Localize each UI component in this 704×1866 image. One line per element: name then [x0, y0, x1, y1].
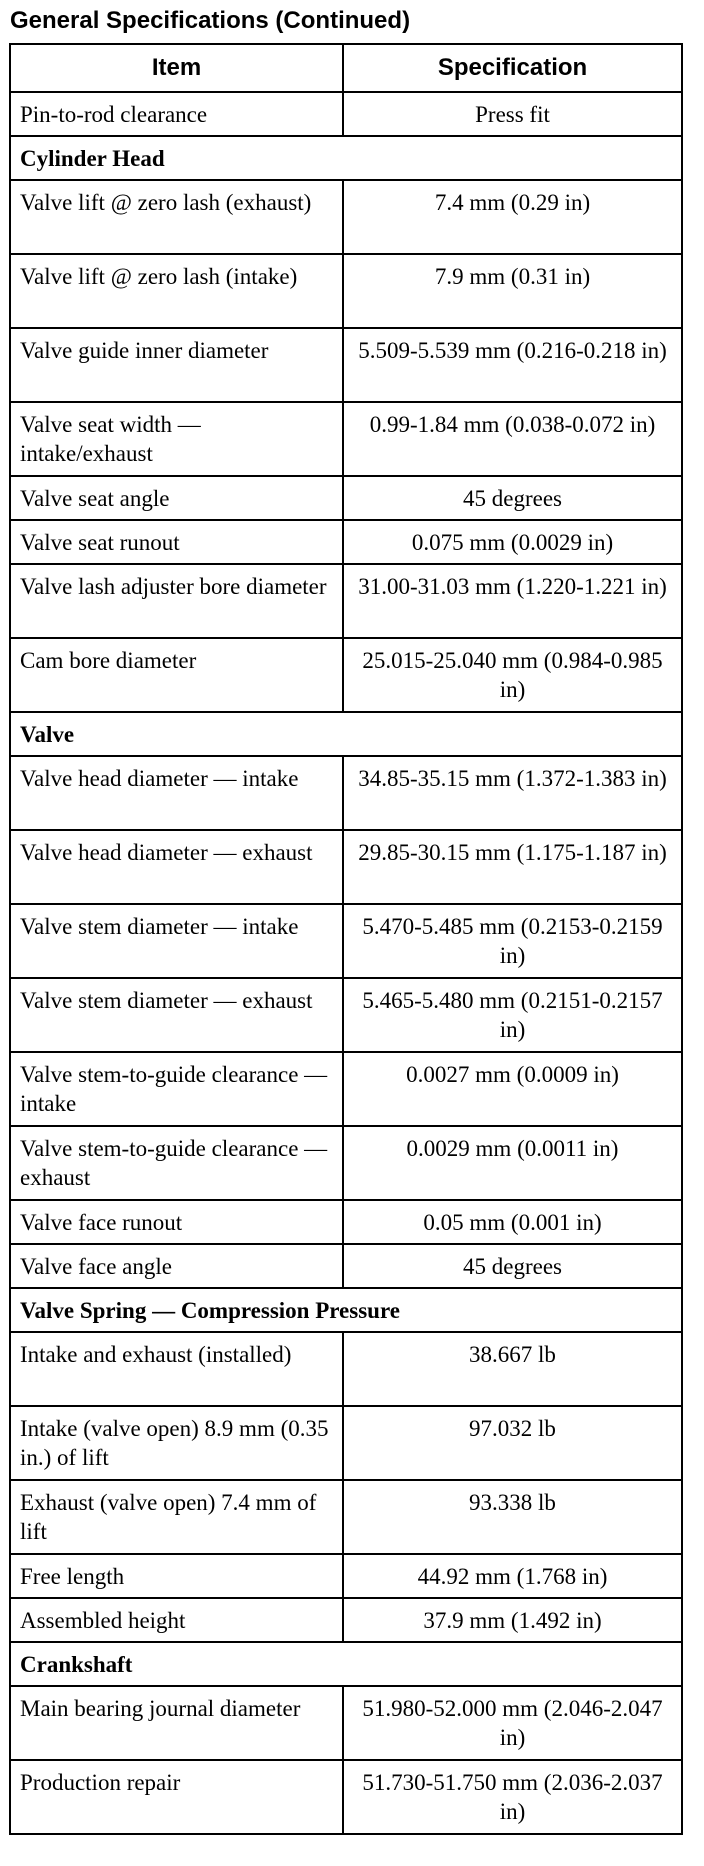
- item-cell: Valve stem-to-guide clearance — intake: [10, 1052, 343, 1126]
- specification-cell: 44.92 mm (1.768 in): [343, 1554, 682, 1598]
- table-row: [10, 1598, 682, 1642]
- section-header-row: [10, 1642, 682, 1686]
- table-row: [10, 564, 682, 638]
- table-row: [10, 1244, 682, 1288]
- table-body: [10, 92, 682, 1834]
- specification-cell: 0.99-1.84 mm (0.038-0.072 in): [343, 402, 682, 476]
- table-row: [10, 1126, 682, 1200]
- specification-cell: 7.4 mm (0.29 in): [343, 180, 682, 254]
- item-cell: Pin-to-rod clearance: [10, 92, 343, 136]
- table-row: [10, 1686, 682, 1760]
- specification-cell: 45 degrees: [343, 1244, 682, 1288]
- item-cell: Main bearing journal diameter: [10, 1686, 343, 1760]
- specification-cell: 5.509-5.539 mm (0.216-0.218 in): [343, 328, 682, 402]
- item-cell: Intake (valve open) 8.9 mm (0.35 in.) of lift: [10, 1406, 343, 1480]
- item-cell: Valve lift @ zero lash (exhaust): [10, 180, 343, 254]
- specification-cell: 38.667 lb: [343, 1332, 682, 1406]
- item-cell: Valve stem diameter — intake: [10, 904, 343, 978]
- section-header-row: [10, 136, 682, 180]
- specification-cell: 25.015-25.040 mm (0.984-0.985 in): [343, 638, 682, 712]
- specification-cell: 37.9 mm (1.492 in): [343, 1598, 682, 1642]
- specification-cell: 5.465-5.480 mm (0.2151-0.2157 in): [343, 978, 682, 1052]
- table-header-row: [10, 44, 682, 92]
- section-header: Cylinder Head: [10, 136, 682, 180]
- item-cell: Valve lash adjuster bore diameter: [10, 564, 343, 638]
- item-cell: Valve stem diameter — exhaust: [10, 978, 343, 1052]
- section-header-row: [10, 712, 682, 756]
- section-header: Valve: [10, 712, 682, 756]
- item-cell: Intake and exhaust (installed): [10, 1332, 343, 1406]
- table-row: [10, 904, 682, 978]
- item-cell: Valve head diameter — exhaust: [10, 830, 343, 904]
- column-header-specification: Specification: [343, 44, 682, 92]
- table-row: [10, 638, 682, 712]
- item-cell: Valve face angle: [10, 1244, 343, 1288]
- table-row: [10, 1200, 682, 1244]
- item-cell: Assembled height: [10, 1598, 343, 1642]
- specification-cell: 93.338 lb: [343, 1480, 682, 1554]
- table-row: [10, 1332, 682, 1406]
- item-cell: Production repair: [10, 1760, 343, 1834]
- specification-cell: 7.9 mm (0.31 in): [343, 254, 682, 328]
- specification-cell: Press fit: [343, 92, 682, 136]
- specification-cell: 0.05 mm (0.001 in): [343, 1200, 682, 1244]
- section-header: Crankshaft: [10, 1642, 682, 1686]
- item-cell: Cam bore diameter: [10, 638, 343, 712]
- specification-cell: 51.980-52.000 mm (2.046-2.047 in): [343, 1686, 682, 1760]
- specification-cell: 51.730-51.750 mm (2.036-2.037 in): [343, 1760, 682, 1834]
- item-cell: Valve seat runout: [10, 520, 343, 564]
- table-row: [10, 402, 682, 476]
- table-row: [10, 830, 682, 904]
- table-row: [10, 1052, 682, 1126]
- specification-cell: 34.85-35.15 mm (1.372-1.383 in): [343, 756, 682, 830]
- table-row: [10, 328, 682, 402]
- table-row: [10, 1554, 682, 1598]
- item-cell: Valve head diameter — intake: [10, 756, 343, 830]
- table-row: [10, 1760, 682, 1834]
- table-row: [10, 476, 682, 520]
- specification-cell: 29.85-30.15 mm (1.175-1.187 in): [343, 830, 682, 904]
- item-cell: Valve face runout: [10, 1200, 343, 1244]
- item-cell: Valve seat width — intake/exhaust: [10, 402, 343, 476]
- specification-cell: 5.470-5.485 mm (0.2153-0.2159 in): [343, 904, 682, 978]
- section-header: Valve Spring — Compression Pressure: [10, 1288, 682, 1332]
- item-cell: Valve stem-to-guide clearance — exhaust: [10, 1126, 343, 1200]
- item-cell: Valve guide inner diameter: [10, 328, 343, 402]
- table-row: [10, 756, 682, 830]
- specification-cell: 0.0027 mm (0.0009 in): [343, 1052, 682, 1126]
- table-row: [10, 92, 682, 136]
- item-cell: Valve lift @ zero lash (intake): [10, 254, 343, 328]
- specification-cell: 45 degrees: [343, 476, 682, 520]
- specification-cell: 0.075 mm (0.0029 in): [343, 520, 682, 564]
- item-cell: Exhaust (valve open) 7.4 mm of lift: [10, 1480, 343, 1554]
- specification-cell: 97.032 lb: [343, 1406, 682, 1480]
- table-row: [10, 520, 682, 564]
- specification-cell: 0.0029 mm (0.0011 in): [343, 1126, 682, 1200]
- page-title: General Specifications (Continued): [10, 7, 411, 34]
- table-row: [10, 1480, 682, 1554]
- table-row: [10, 180, 682, 254]
- specification-cell: 31.00-31.03 mm (1.220-1.221 in): [343, 564, 682, 638]
- table-row: [10, 978, 682, 1052]
- item-cell: Valve seat angle: [10, 476, 343, 520]
- table-row: [10, 1406, 682, 1480]
- item-cell: Free length: [10, 1554, 343, 1598]
- table-row: [10, 254, 682, 328]
- specifications-table: [9, 43, 683, 1835]
- column-header-item: Item: [10, 44, 343, 92]
- section-header-row: [10, 1288, 682, 1332]
